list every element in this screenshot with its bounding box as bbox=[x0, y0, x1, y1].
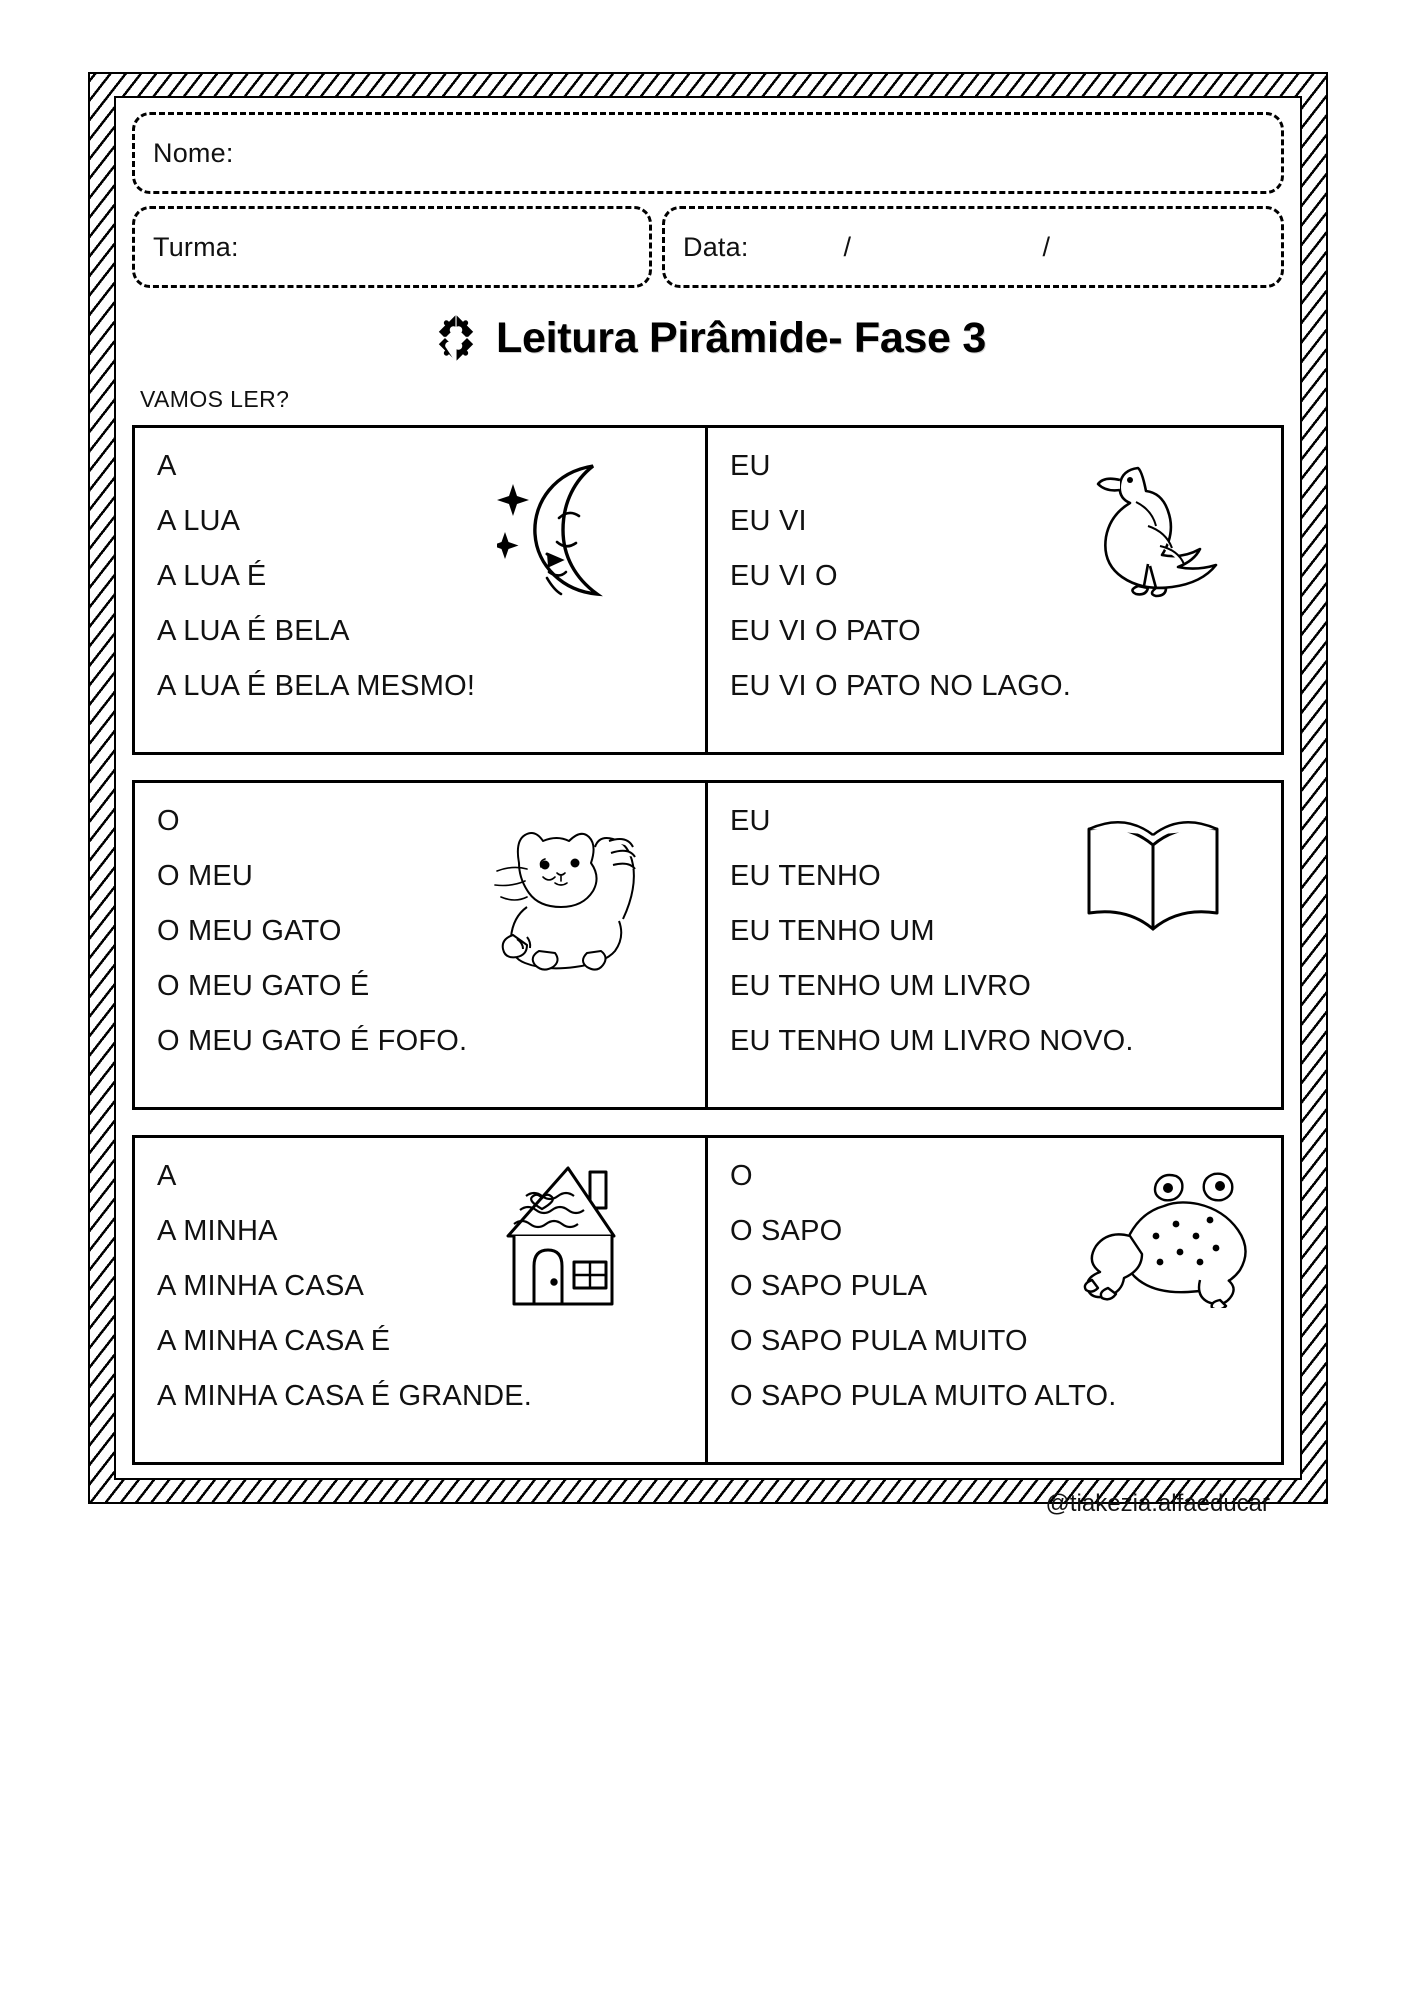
pyramid-cell bbox=[135, 428, 708, 752]
exercise-box bbox=[132, 1135, 1284, 1465]
instruction-text: VAMOS LER? bbox=[140, 386, 290, 412]
date-field-label: Data: bbox=[683, 231, 749, 262]
credit-watermark: @tiakezia.alfaeducar bbox=[1045, 1490, 1270, 1517]
pyramid-cell bbox=[135, 1138, 708, 1462]
pyramid-line: EU bbox=[730, 805, 771, 837]
pyramid-cell bbox=[708, 428, 1281, 752]
pyramid-line: EU VI O PATO bbox=[730, 615, 921, 647]
pyramid-line: O MEU GATO bbox=[157, 915, 342, 947]
pyramid-line: A LUA bbox=[157, 505, 241, 537]
pyramid-line: A LUA É bbox=[157, 560, 267, 592]
exercise-box bbox=[132, 780, 1284, 1110]
pyramid-line: O SAPO PULA bbox=[730, 1270, 928, 1302]
pyramid-cell bbox=[708, 1138, 1281, 1462]
pyramid-line: O bbox=[730, 1160, 753, 1192]
exercise-box bbox=[132, 425, 1284, 755]
pyramid-line: EU TENHO UM LIVRO NOVO. bbox=[730, 1025, 1134, 1057]
pyramid-line: O MEU bbox=[157, 860, 254, 892]
pyramid-line: EU VI O PATO NO LAGO. bbox=[730, 670, 1071, 702]
pyramid-line: EU bbox=[730, 450, 771, 482]
pyramid-line: A MINHA bbox=[157, 1215, 278, 1247]
pyramid-line: O bbox=[157, 805, 180, 837]
date-separators: / / bbox=[843, 231, 1143, 262]
pyramid-line: EU VI O bbox=[730, 560, 838, 592]
name-field[interactable] bbox=[132, 112, 1284, 194]
pyramid-line: O MEU GATO É bbox=[157, 970, 370, 1002]
puzzle-icon bbox=[430, 312, 482, 364]
pyramid-line: A bbox=[157, 450, 177, 482]
worksheet-content bbox=[118, 100, 1298, 1517]
worksheet-page bbox=[88, 72, 1328, 1517]
page-title bbox=[118, 312, 1298, 364]
pyramid-cell bbox=[135, 783, 708, 1107]
pyramid-line: EU VI bbox=[730, 505, 807, 537]
name-field-label: Nome: bbox=[153, 137, 234, 168]
pyramid-line: A MINHA CASA É bbox=[157, 1325, 391, 1357]
pyramid-line: A MINHA CASA bbox=[157, 1270, 365, 1302]
exercise-list bbox=[118, 425, 1298, 1465]
pyramid-line: O MEU GATO É FOFO. bbox=[157, 1025, 468, 1057]
pyramid-line: EU TENHO bbox=[730, 860, 881, 892]
pyramid-line: O SAPO bbox=[730, 1215, 843, 1247]
date-field[interactable] bbox=[662, 206, 1284, 288]
pyramid-line: O SAPO PULA MUITO bbox=[730, 1325, 1028, 1357]
student-info-section bbox=[118, 112, 1298, 288]
pyramid-line: A bbox=[157, 1160, 177, 1192]
pyramid-line: A LUA É BELA MESMO! bbox=[157, 670, 476, 702]
class-field-label: Turma: bbox=[153, 231, 239, 262]
pyramid-line: O SAPO PULA MUITO ALTO. bbox=[730, 1380, 1117, 1412]
class-field[interactable] bbox=[132, 206, 652, 288]
page-title-text: Leitura Pirâmide- Fase 3 bbox=[496, 313, 986, 362]
pyramid-line: EU TENHO UM bbox=[730, 915, 935, 947]
pyramid-line: A MINHA CASA É GRANDE. bbox=[157, 1380, 533, 1412]
pyramid-cell bbox=[708, 783, 1281, 1107]
pyramid-line: A LUA É BELA bbox=[157, 615, 350, 647]
class-date-row bbox=[132, 206, 1284, 288]
pyramid-line: EU TENHO UM LIVRO bbox=[730, 970, 1031, 1002]
